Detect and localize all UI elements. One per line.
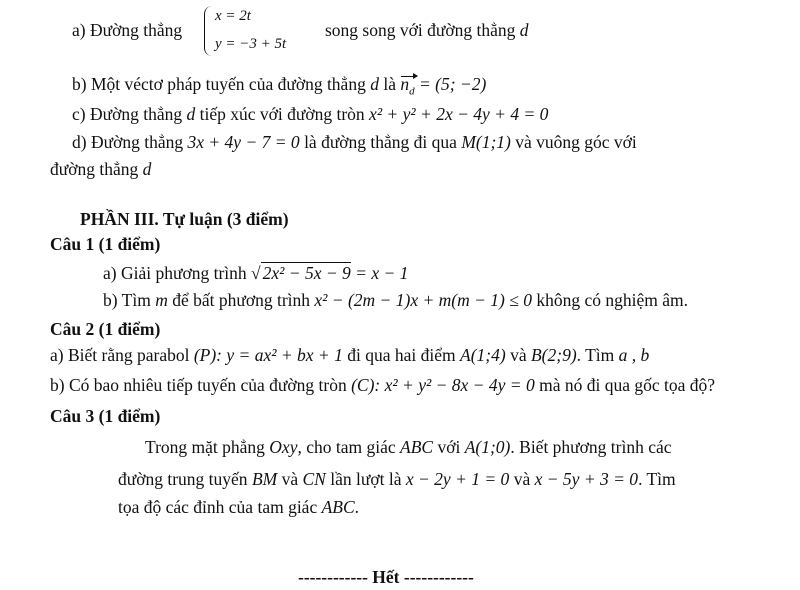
math: B(2;9) <box>530 345 577 365</box>
math: x² − (2m − 1)x + m(m − 1) ≤ 0 <box>314 290 532 310</box>
math: m <box>155 290 168 310</box>
text: và vuông góc với <box>515 132 637 152</box>
text: . Tìm <box>638 469 676 489</box>
text: b) Tìm <box>103 290 151 310</box>
math: x − 2y + 1 = 0 <box>405 469 510 489</box>
math: = x − 1 <box>355 263 409 283</box>
text: b) Có bao nhiêu tiếp tuyến của đường tròn <box>50 375 347 395</box>
math: ABC <box>400 437 434 457</box>
text: và <box>281 469 299 489</box>
q3-title: Câu 3 (1 điểm) <box>50 406 161 426</box>
text: . Biết phương trình các <box>510 437 672 457</box>
normal-vector <box>400 73 414 103</box>
math: x² + y² + 2x − 4y + 4 = 0 <box>369 104 549 124</box>
q2-title: Câu 2 (1 điểm) <box>50 319 161 339</box>
text: và <box>513 469 531 489</box>
text: a) Giải phương trình <box>103 263 247 283</box>
text: là đường thẳng đi qua <box>304 132 457 152</box>
item-d-cont <box>50 158 151 180</box>
q3-l2 <box>118 468 676 490</box>
q2-b <box>50 374 715 396</box>
text: tiếp xúc với đường tròn <box>199 104 365 124</box>
section-title: PHẦN III. Tự luận (3 điểm) <box>80 209 289 229</box>
q3-l3 <box>118 496 359 518</box>
math: d <box>409 85 415 98</box>
math: x − 5y + 3 = 0 <box>534 469 639 489</box>
text: a) Biết rằng parabol <box>50 345 190 365</box>
math: (P): y = ax² + bx + 1 <box>193 345 343 365</box>
text: a) Đường thẳng <box>72 20 183 40</box>
text: Trong mặt phẳng <box>145 437 265 457</box>
sqrt: √ 2x² − 5x − 9 <box>251 263 351 283</box>
math: Oxy <box>269 437 298 457</box>
math: (C): x² + y² − 8x − 4y = 0 <box>351 375 535 395</box>
item-a <box>72 19 182 41</box>
q1-a <box>103 262 408 284</box>
math: CN <box>302 469 326 489</box>
text: đi qua hai điểm <box>347 345 456 365</box>
math: M(1;1) <box>461 132 511 152</box>
text: để bất phương trình <box>172 290 311 310</box>
text: . Tìm <box>576 345 615 365</box>
math: BM <box>251 469 278 489</box>
q1-b <box>103 289 688 311</box>
brace <box>204 6 213 56</box>
math: d <box>186 104 196 124</box>
math: = (5; −2) <box>418 74 487 94</box>
text: và <box>510 345 527 365</box>
system-eq2: y = −3 + 5t <box>215 36 287 52</box>
math: ABC <box>321 497 355 517</box>
math: n <box>400 74 410 94</box>
q2-a <box>50 344 649 366</box>
math: 3x + 4y − 7 = 0 <box>187 132 300 152</box>
item-a-suffix <box>325 19 528 41</box>
math: A(1;0) <box>464 437 511 457</box>
text: đường trung tuyến <box>118 469 248 489</box>
text: đường thẳng <box>50 159 139 179</box>
text: b) Một véctơ pháp tuyến của đường thẳng <box>72 74 366 94</box>
text: với <box>437 437 461 457</box>
math: d <box>370 74 379 94</box>
item-b <box>72 73 486 103</box>
text: lần lượt là <box>330 469 402 489</box>
math: A(1;4) <box>460 345 506 365</box>
item-d <box>72 131 637 153</box>
text: . <box>354 497 360 517</box>
text: mà nó đi qua gốc tọa độ? <box>539 375 716 395</box>
math: d <box>142 159 152 179</box>
radicand: 2x² − 5x − 9 <box>262 263 351 283</box>
text: d) Đường thẳng <box>72 132 184 152</box>
text: là <box>383 74 396 94</box>
text: tọa độ các đỉnh của tam giác <box>118 497 318 517</box>
text: không có nghiệm âm. <box>536 290 689 310</box>
math: a , b <box>618 345 650 365</box>
text: , cho tam giác <box>297 437 396 457</box>
q3-l1 <box>145 436 672 458</box>
text: c) Đường thẳng <box>72 104 183 124</box>
end-marker: ------------ Hết ------------ <box>298 567 474 587</box>
math: d <box>519 20 529 40</box>
system-eq1: x = 2t <box>215 8 251 24</box>
text: song song với đường thẳng <box>325 20 516 40</box>
q1-title: Câu 1 (1 điểm) <box>50 234 161 254</box>
item-c <box>72 103 548 125</box>
